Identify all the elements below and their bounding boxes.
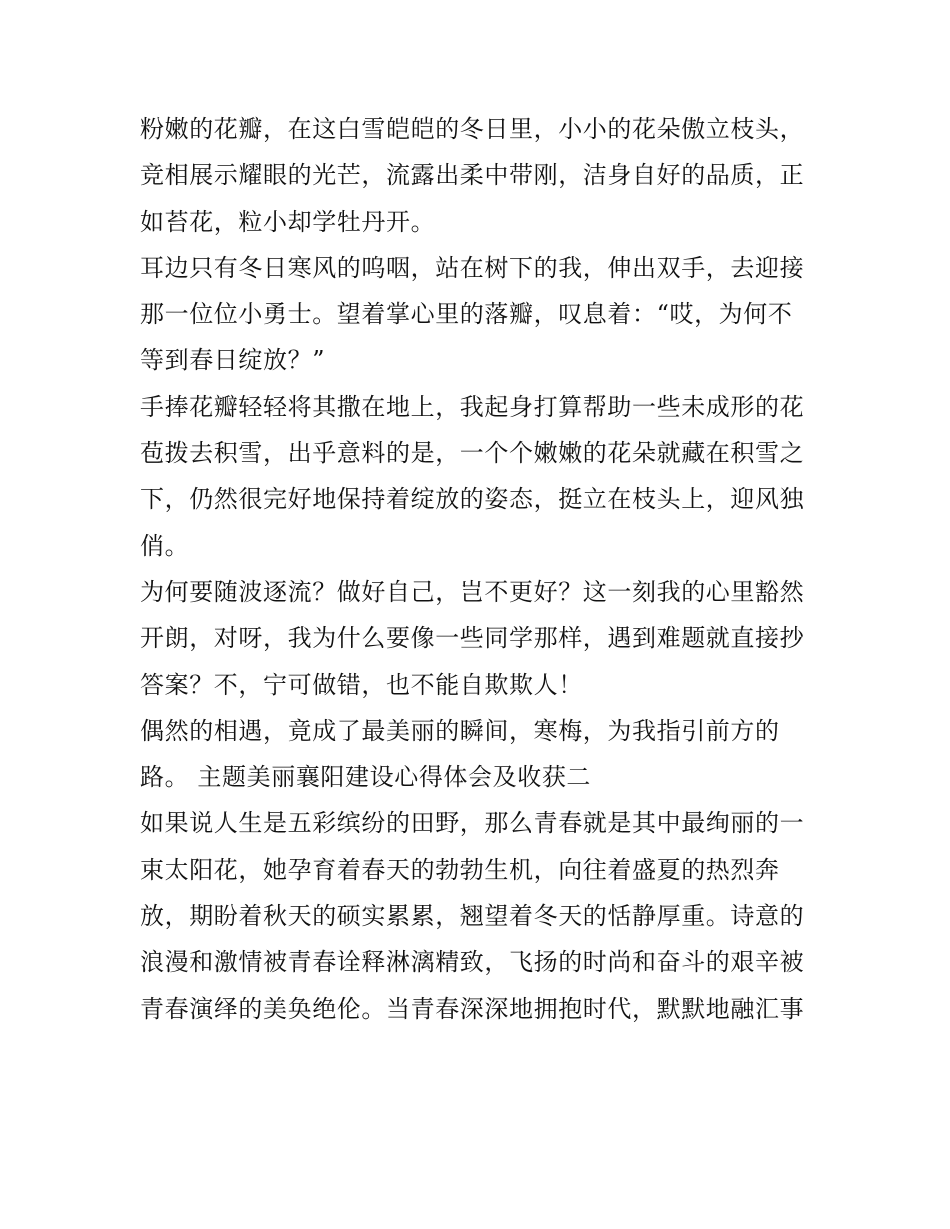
text-line: 竞相展示耀眼的光芒，流露出柔中带刚，洁身自好的品质，正: [140, 161, 805, 190]
text-line: 偶然的相遇，竟成了最美丽的瞬间，寒梅，为我指引前方的: [140, 716, 780, 745]
text-line: 如果说人生是五彩缤纷的田野，那么青春就是其中最绚丽的一: [140, 809, 805, 838]
text-line: 浪漫和激情被青春诠释淋漓精致，飞扬的时尚和奋斗的艰辛被: [140, 948, 805, 977]
text-line: 等到春日绽放？”: [140, 346, 326, 375]
text-line: 粉嫩的花瓣，在这白雪皑皑的冬日里，小小的花朵傲立枝头，: [140, 115, 805, 143]
text-line: 路。 主题美丽襄阳建设心得体会及收获二: [140, 763, 592, 792]
text-line: 放，期盼着秋天的硕实累累，翘望着冬天的恬静厚重。诗意的: [140, 902, 805, 931]
text-line: 那一位位小勇士。望着掌心里的落瓣，叹息着：“哎，为何不: [140, 300, 793, 329]
text-line: 为何要随波逐流？做好自己，岂不更好？这一刻我的心里豁然: [140, 577, 805, 606]
text-line: 如苔花，粒小却学牡丹开。: [140, 207, 436, 236]
text-line: 答案？不，宁可做错，也不能自欺欺人！: [140, 670, 583, 699]
text-line: 下，仍然很完好地保持着绽放的姿态，挺立在枝头上，迎风独: [140, 485, 805, 514]
text-line: 苞拨去积雪，出乎意料的是，一个个嫩嫩的花朵就藏在积雪之: [140, 439, 805, 468]
text-line: 俏。: [140, 531, 190, 560]
essay-body: [140, 106, 820, 1032]
text-line: 开朗，对呀，我为什么要像一些同学那样，遇到难题就直接抄: [140, 624, 805, 653]
text-line: 手捧花瓣轻轻将其撒在地上，我起身打算帮助一些未成形的花: [140, 392, 805, 421]
text-line: 耳边只有冬日寒风的呜咽，站在树下的我，伸出双手，去迎接: [140, 253, 805, 282]
text-line: 青春演绎的美奂绝伦。当青春深深地拥抱时代，默默地融汇事: [140, 994, 805, 1023]
text-line: 束太阳花，她孕育着春天的勃勃生机，向往着盛夏的热烈奔: [140, 855, 780, 884]
